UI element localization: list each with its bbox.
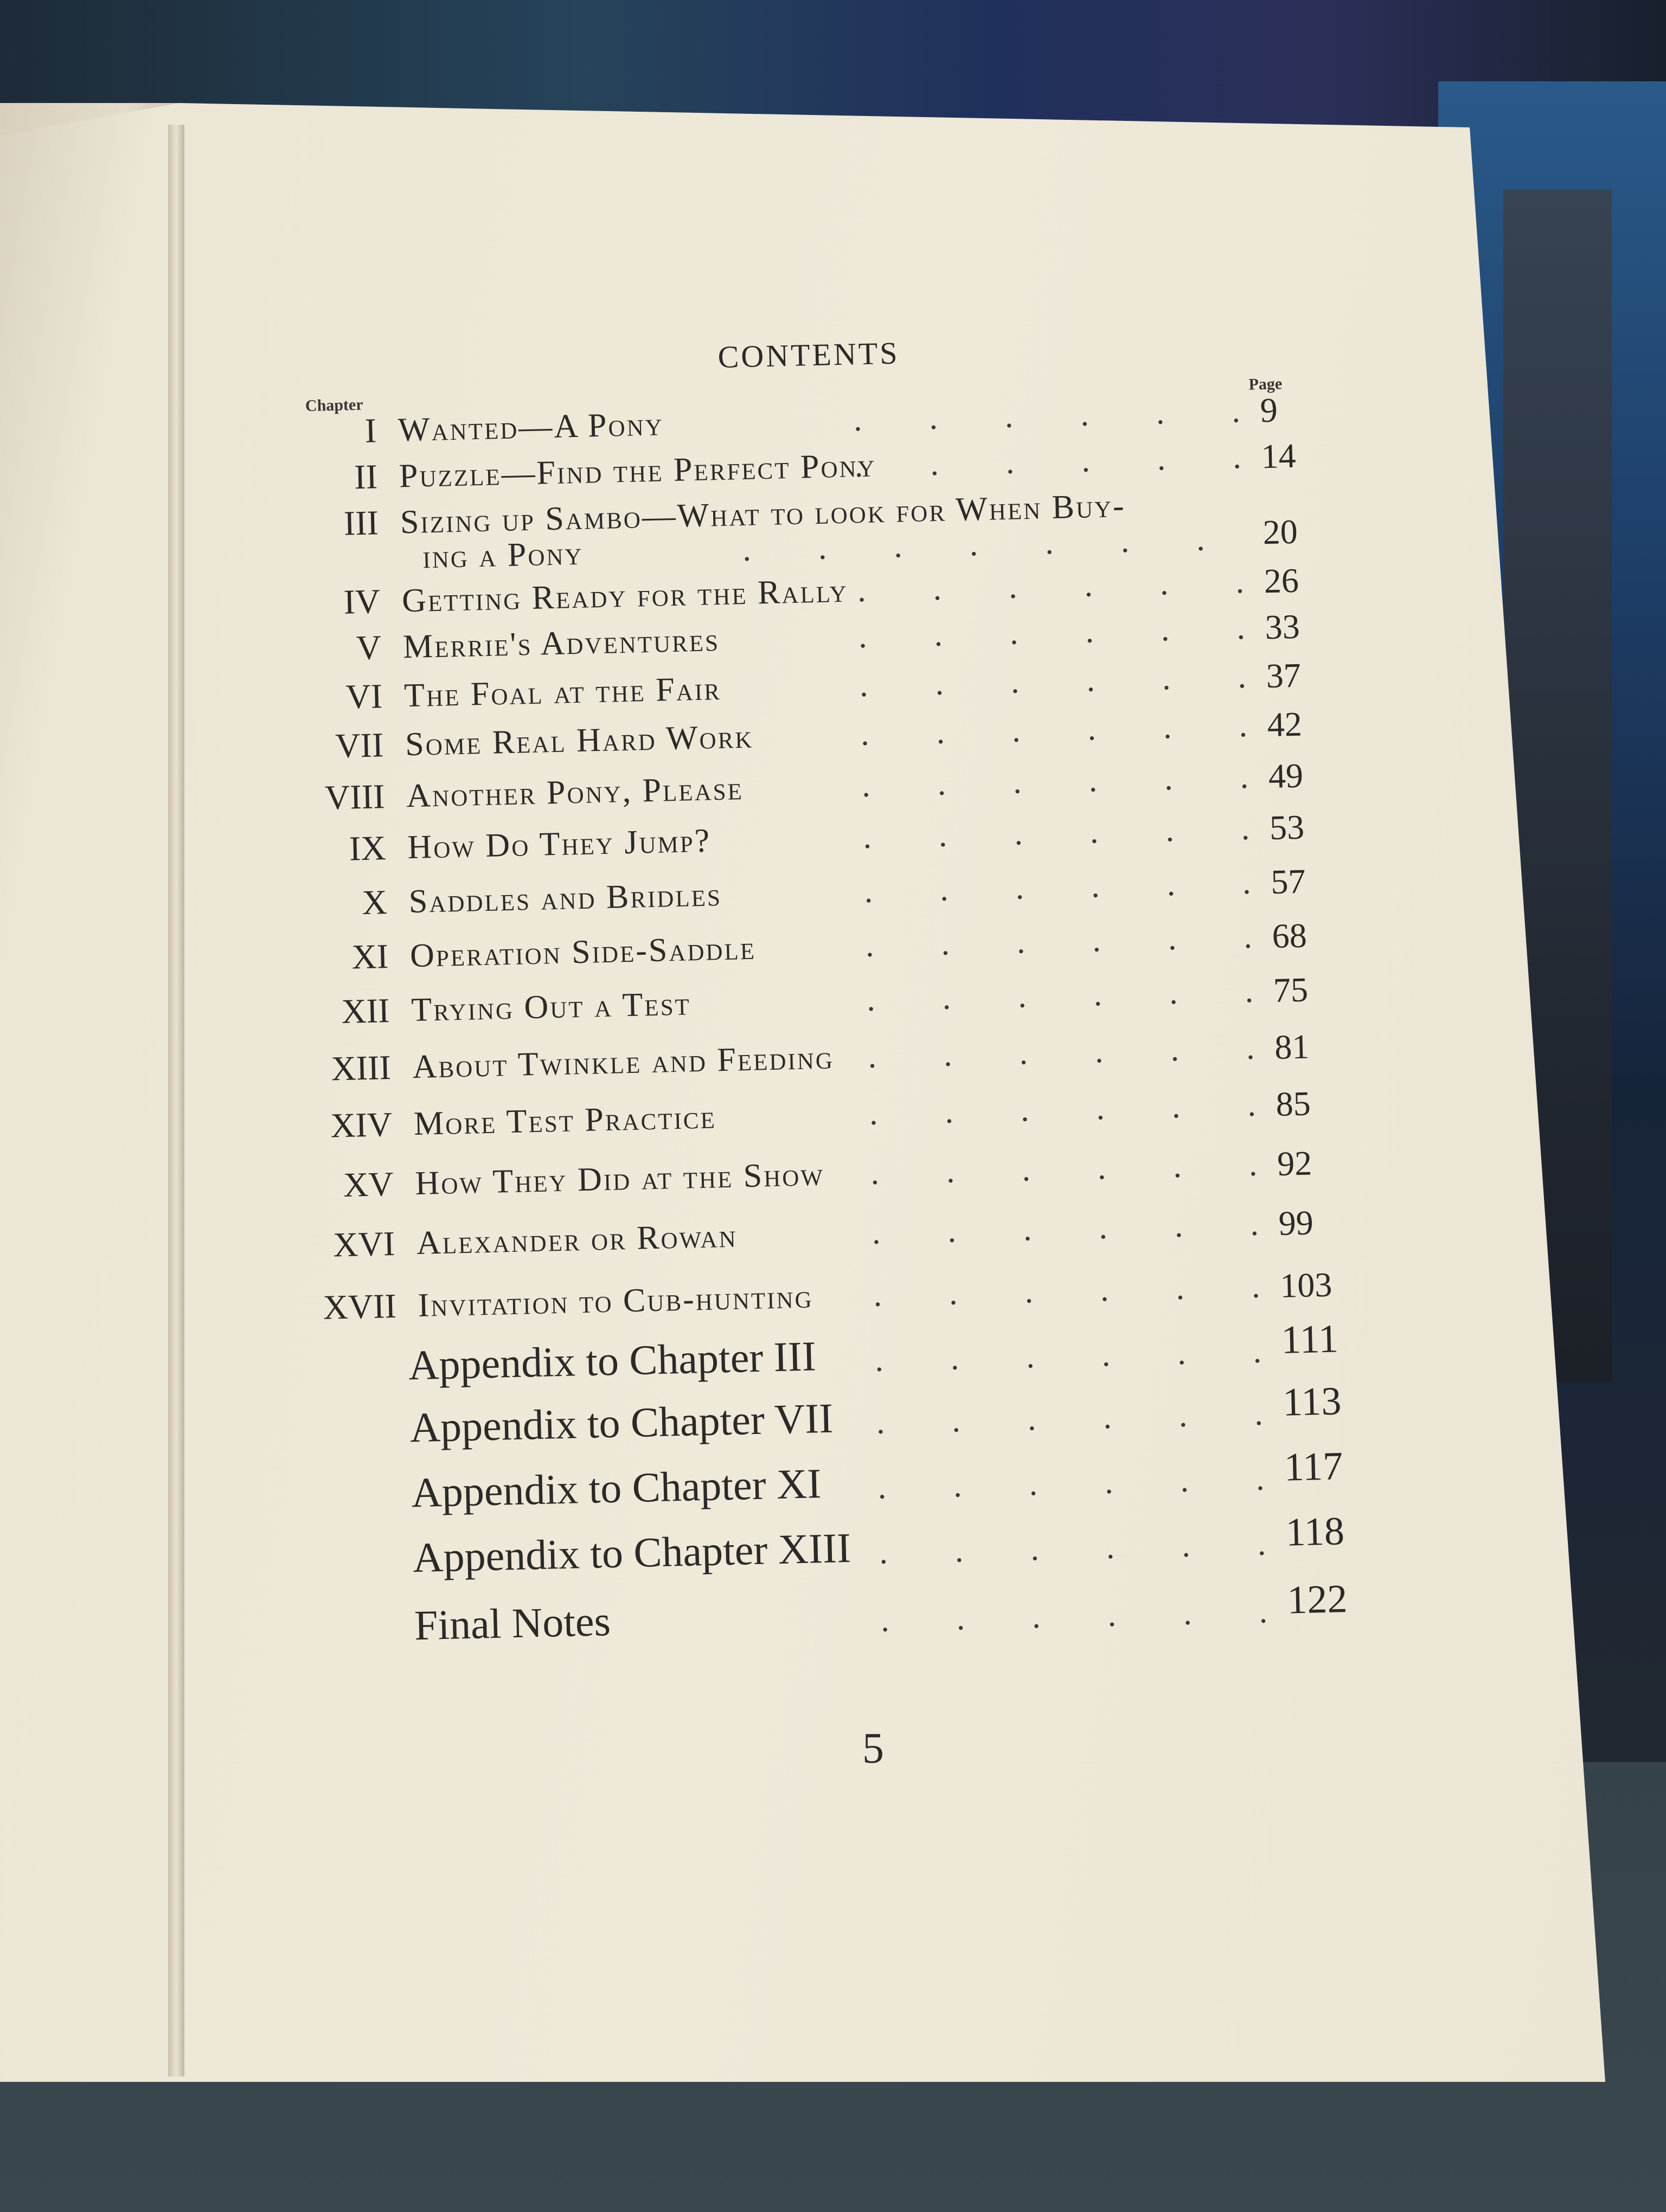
chapter-number: VIII	[324, 777, 386, 817]
chapter-title: Some Real Hard Work	[405, 718, 754, 763]
dot-leader	[854, 438, 1245, 485]
chapter-title: Appendix to Chapter XI	[411, 1459, 822, 1516]
chapter-number	[263, 1409, 399, 1412]
dot-leader	[880, 1592, 1271, 1639]
chapter-number: XVI	[332, 1224, 395, 1264]
chapter-title: Sizing up Sambo—What to look for When Buy-	[400, 487, 1126, 541]
page-ref: 122	[1286, 1577, 1348, 1623]
toc-entry	[265, 1444, 1405, 1526]
page-ref: 37	[1265, 655, 1302, 696]
toc-entry	[266, 1509, 1406, 1591]
page-ref: 57	[1270, 861, 1306, 902]
chapter-title: How They Did at the Show	[414, 1155, 825, 1203]
page-ref: 9	[1259, 390, 1278, 430]
chapter-number: III	[343, 503, 379, 543]
chapter-title: Invitation to Cub-hunting	[417, 1278, 814, 1324]
chapter-number: I	[364, 411, 377, 450]
page-ref: 113	[1282, 1379, 1342, 1425]
page-ref: 99	[1278, 1203, 1314, 1243]
chapter-title: Appendix to Chapter III	[408, 1332, 817, 1389]
dot-leader	[861, 758, 1252, 805]
page-ref: 103	[1279, 1265, 1333, 1305]
page-ref: 68	[1271, 916, 1308, 956]
chapter-title: More Test Practice	[413, 1098, 717, 1143]
chapter-title: Appendix to Chapter VII	[409, 1394, 834, 1451]
page-column-label: Page	[1248, 375, 1283, 394]
chapter-number	[266, 1539, 401, 1542]
chapter-title: Alexander or Rowan	[416, 1217, 738, 1262]
chapter-title: How Do They Jump?	[407, 822, 712, 866]
chapter-number: XI	[351, 937, 389, 976]
toc-entry	[261, 1316, 1401, 1399]
chapter-number: V	[356, 628, 382, 667]
toc-entry	[267, 1577, 1407, 1659]
dot-leader	[876, 1395, 1267, 1442]
dot-leader	[862, 809, 1253, 856]
page-ref: 75	[1273, 970, 1309, 1010]
page-ref: 85	[1275, 1084, 1311, 1123]
page-ref: 14	[1260, 436, 1297, 476]
page-ref: 49	[1268, 756, 1304, 796]
contents-title: CONTENTS	[717, 335, 900, 375]
dot-leader	[858, 609, 1249, 655]
dot-leader	[859, 658, 1250, 704]
chapter-title: The Foal at the Fair	[403, 670, 722, 715]
toc-entry	[259, 1202, 1399, 1277]
dot-leader	[869, 1086, 1260, 1133]
dot-leader	[857, 563, 1248, 609]
chapter-title: Puzzle—Find the Perfect Pony	[399, 447, 877, 495]
chapter-title: Merrie's Adventures	[402, 621, 720, 666]
dot-leader	[873, 1268, 1264, 1314]
table-of-contents	[239, 306, 1584, 1799]
page-ref: 81	[1274, 1027, 1310, 1066]
page-ref: 33	[1264, 607, 1300, 647]
dot-leader	[872, 1205, 1263, 1252]
page-ref: 92	[1277, 1143, 1312, 1183]
toc-entry	[263, 1379, 1403, 1461]
chapter-number	[267, 1607, 403, 1610]
dot-leader	[870, 1146, 1261, 1192]
chapter-number: XV	[343, 1164, 394, 1205]
chapter-number	[265, 1474, 400, 1477]
dot-leader	[877, 1459, 1268, 1506]
page-ref: 118	[1285, 1509, 1345, 1555]
dot-leader	[866, 972, 1257, 1019]
page-ref: 111	[1280, 1316, 1339, 1362]
dot-leader	[853, 392, 1244, 439]
book-gutter	[168, 125, 184, 2076]
chapter-number: XIII	[330, 1047, 392, 1088]
chapter-title: Trying Out a Test	[411, 985, 691, 1029]
chapter-title: Getting Ready for the Rally	[401, 572, 849, 620]
chapter-number: XVII	[322, 1286, 397, 1327]
chapter-number: IX	[349, 828, 387, 868]
chapter-title: Appendix to Chapter XIII	[412, 1523, 851, 1581]
dot-leader	[865, 918, 1256, 964]
page-ref: 42	[1266, 704, 1303, 744]
chapter-title: Wanted—A Pony	[398, 406, 664, 449]
chapter-title: About Twinkle and Feeding	[412, 1039, 835, 1086]
chapter-column-label: Chapter	[305, 395, 363, 415]
chapter-number: VI	[345, 677, 383, 716]
chapter-number: II	[354, 457, 378, 497]
chapter-title: Saddles and Bridles	[408, 876, 722, 921]
chapter-number: XII	[341, 991, 390, 1031]
chapter-title-continued: ing a Pony	[422, 535, 584, 576]
dot-leader	[874, 1333, 1265, 1379]
dot-leader	[879, 1525, 1270, 1571]
dot-leader	[864, 864, 1255, 910]
chapter-number: VII	[335, 725, 384, 766]
dot-leader	[868, 1029, 1259, 1076]
dot-leader	[860, 706, 1251, 753]
page-ref: 117	[1283, 1444, 1344, 1490]
page-ref: 26	[1263, 561, 1299, 601]
chapter-title: Final Notes	[414, 1597, 611, 1649]
chapter-title: Operation Side-Saddle	[409, 929, 757, 975]
page-ref: 53	[1269, 807, 1305, 847]
chapter-number: X	[361, 883, 388, 922]
chapter-title: Another Pony, Please	[406, 770, 744, 815]
page-ref: 20	[1262, 512, 1298, 552]
page-number: 5	[862, 1725, 884, 1772]
chapter-number: IV	[343, 582, 381, 621]
chapter-number: XIV	[330, 1104, 393, 1145]
chapter-number	[261, 1347, 397, 1350]
